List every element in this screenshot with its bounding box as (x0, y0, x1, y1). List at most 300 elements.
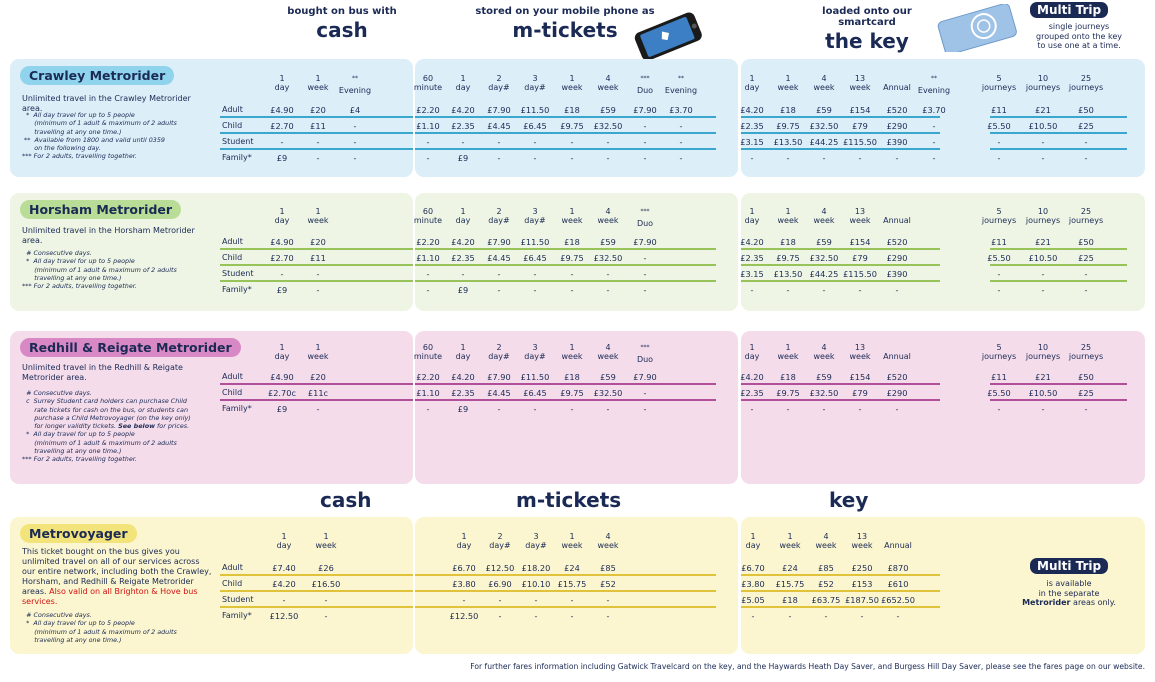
mt-fare-cell: £11.50 (520, 372, 550, 382)
mt-fare-cell: - (643, 388, 647, 398)
mt-fare-cell: £4.45 (487, 253, 511, 263)
column-header-top: 13 (854, 74, 866, 83)
column-header-bottom: day (274, 216, 290, 225)
cash-fare-cell: £4 (349, 105, 361, 115)
cash-fare-cell: £9 (276, 404, 288, 414)
column-header-top: 3 (532, 343, 538, 352)
key-fare-cell: - (858, 404, 862, 414)
key-fare-cell: £79 (852, 121, 868, 131)
mt-fare-cell: £32.50 (593, 121, 623, 131)
cash-header-title: cash (316, 18, 368, 42)
key-fare-cell: - (932, 137, 936, 147)
column-header-top: 4 (605, 343, 611, 352)
column-header-top (624, 207, 666, 219)
column-header-bottom: week (849, 216, 871, 225)
key-column-header (876, 207, 918, 225)
row-divider (220, 590, 413, 592)
column-header-bottom: day (274, 83, 290, 92)
note-line: (minimum of 1 adult & maximum of 2 adults (22, 438, 177, 447)
key-fare-cell: - (860, 611, 864, 621)
key-fare-cell: £32.50 (809, 253, 839, 263)
column-header-bottom: journeys (1025, 83, 1061, 92)
key-column-header (839, 74, 881, 92)
column-header-bottom: day# (524, 352, 546, 361)
column-header-top: 1 (569, 343, 575, 352)
mt-column-header (587, 207, 629, 225)
mt-fare-cell: - (570, 269, 574, 279)
key-fare-cell: - (858, 153, 862, 163)
row-divider (990, 132, 1127, 134)
column-header-bottom: week (849, 352, 871, 361)
column-header-top: 1 (461, 532, 467, 541)
cash-fare-cell: £20 (310, 372, 326, 382)
cash-header (272, 6, 412, 42)
row-divider (415, 606, 716, 608)
row-divider (741, 116, 940, 118)
mt-fare-cell: - (498, 595, 502, 605)
column-header-top: 1 (279, 207, 285, 216)
section-intro-red: Also valid on all Brighton & Hove bus services. (22, 587, 198, 606)
mt-fare-cell: - (570, 404, 574, 414)
note-line: * All day travel for up to 5 people (22, 619, 135, 628)
cash-fare-cell: - (324, 611, 328, 621)
key-fare-cell: £4.20 (740, 105, 764, 115)
key-fare-cell: - (932, 121, 936, 131)
mt-column-header (624, 207, 666, 228)
row-divider (415, 383, 716, 385)
key-fare-cell: £32.50 (809, 121, 839, 131)
row-label: Family* (222, 404, 252, 413)
column-header-top: 4 (821, 74, 827, 83)
mtickets-header-caption: stored on your mobile phone as (475, 6, 655, 17)
footer-note: For further fares information including Gatwick Travelcard on the key, and the Haywards Heath Day Saver, and Burgess Hill Day Saver, please see the fares page on our website. (470, 662, 1145, 671)
section-notes (22, 389, 212, 464)
row-divider (741, 248, 940, 250)
row-divider (990, 383, 1127, 385)
mt-fare-cell: - (533, 404, 537, 414)
cash-fare-cell: £2.70 (270, 121, 294, 131)
key-fare-cell: - (751, 611, 755, 621)
row-label: Student (222, 269, 254, 278)
key-fare-cell: £79 (852, 253, 868, 263)
column-header-top: 1 (749, 343, 755, 352)
mt-fare-cell: £9.75 (560, 121, 584, 131)
row-label: Child (222, 253, 243, 262)
key-header-caption: loaded onto our smartcard (822, 6, 912, 28)
row-divider (415, 399, 716, 401)
key-fare-cell: £5.05 (741, 595, 765, 605)
column-header-top (876, 207, 918, 216)
key-fare-cell: - (896, 611, 900, 621)
mt-fare-cell: £4.20 (451, 105, 475, 115)
multi-column-header (1022, 74, 1064, 92)
mt-fare-cell: £11.50 (520, 105, 550, 115)
mt-fare-cell: - (533, 153, 537, 163)
column-header-bottom: Evening (917, 85, 951, 95)
column-header-bottom: day# (488, 216, 510, 225)
row-label: Family* (222, 285, 252, 294)
column-header-bottom: week (849, 83, 871, 92)
mt-fare-cell: £2.20 (416, 372, 440, 382)
column-header-bottom: week (561, 541, 583, 550)
row-divider (990, 280, 1127, 282)
column-header-bottom: minute (413, 216, 443, 225)
section-title: Horsham Metrorider (20, 200, 181, 219)
column-header-bottom: week (597, 352, 619, 361)
cash-header-caption: bought on bus with (287, 6, 397, 17)
mt-fare-cell: - (606, 404, 610, 414)
column-header-top: 4 (605, 207, 611, 216)
mt-column-header (624, 343, 666, 364)
mt-fare-cell: £9 (457, 285, 469, 295)
mt-fare-cell: £18 (564, 372, 580, 382)
cash-fare-cell: - (353, 137, 357, 147)
key-column-header (839, 343, 881, 361)
key-fare-cell: - (750, 285, 754, 295)
key-fare-cell: £44.25 (809, 269, 839, 279)
multi-column-header (1065, 74, 1107, 92)
row-divider (990, 399, 1127, 401)
multi-fare-cell: - (1084, 285, 1088, 295)
column-header-bottom: week (597, 216, 619, 225)
key-fare-cell: £4.20 (740, 237, 764, 247)
mt-fare-cell: £18 (564, 105, 580, 115)
mt-fare-cell: - (643, 137, 647, 147)
mt-fare-cell: - (426, 137, 430, 147)
column-header-top: 1 (315, 74, 321, 83)
mt-fare-cell: £1.10 (416, 121, 440, 131)
multi-fare-cell: £25 (1078, 388, 1094, 398)
column-header-bottom: Evening (664, 85, 698, 95)
row-divider (415, 116, 716, 118)
mt-fare-cell: - (643, 253, 647, 263)
note-line: c Surrey Student card holders can purchase Child (22, 397, 187, 406)
mt-fare-cell: £6.90 (488, 579, 512, 589)
mt-fare-cell: £2.20 (416, 237, 440, 247)
multi-fare-cell: - (997, 137, 1001, 147)
mt-fare-cell: £9 (457, 404, 469, 414)
column-header-bottom: day (745, 541, 761, 550)
cash-fare-cell: - (280, 269, 284, 279)
row-divider (415, 132, 716, 134)
column-header-bottom: journeys (1025, 216, 1061, 225)
column-header-bottom: week (597, 541, 619, 550)
column-header-bottom: Evening (338, 85, 372, 95)
column-header-bottom: week (561, 216, 583, 225)
multi-fare-cell: £21 (1035, 237, 1051, 247)
key-fare-cell: £520 (886, 372, 908, 382)
row-divider (741, 264, 940, 266)
mt-fare-cell: £32.50 (593, 253, 623, 263)
multi-trip-desc-line: to use one at a time. (1037, 41, 1121, 50)
row-divider (220, 574, 413, 576)
column-header-top: 1 (785, 207, 791, 216)
key-fare-cell: £2.35 (740, 121, 764, 131)
mt-fare-cell: £7.90 (487, 105, 511, 115)
key-fare-cell: £18 (780, 105, 796, 115)
note-line: travelling at any one time.) (22, 273, 122, 282)
mt-fare-cell: £18.20 (521, 563, 551, 573)
column-header-bottom: day (744, 352, 760, 361)
cash-fare-cell: £4.90 (270, 237, 294, 247)
note-line: on the following day. (22, 144, 101, 153)
multi-fare-cell: - (1084, 137, 1088, 147)
multi-fare-cell: - (1041, 269, 1045, 279)
section-notes (22, 249, 212, 290)
column-header-bottom: day (456, 541, 472, 550)
metrovoyager-multi-trip-badge: Multi Trip (1030, 558, 1108, 574)
multi-column-header (1065, 207, 1107, 225)
column-header-top: 4 (605, 532, 611, 541)
column-header-bottom: journeys (981, 83, 1017, 92)
column-header-top: 1 (460, 207, 466, 216)
mt-fare-cell: £9 (457, 153, 469, 163)
mt-fare-cell: £12.50 (449, 611, 479, 621)
mt-fare-cell: - (679, 121, 683, 131)
mt-note-line: is available (1046, 579, 1092, 588)
mt-fare-cell: £32.50 (593, 388, 623, 398)
section-crawley-metrorider (0, 59, 1155, 177)
mt-fare-cell: - (426, 285, 430, 295)
key-fare-cell: - (822, 404, 826, 414)
cash-fare-cell: - (280, 137, 284, 147)
key-fare-cell: £32.50 (809, 388, 839, 398)
multi-column-header (1065, 343, 1107, 361)
section-intro (22, 547, 212, 607)
row-divider (220, 132, 413, 134)
column-header-top: 5 (996, 74, 1002, 83)
key-fare-cell: £13.50 (773, 269, 803, 279)
row-divider (741, 590, 940, 592)
key-column-header (913, 74, 955, 95)
mt-fare-cell: - (462, 595, 466, 605)
column-header-bottom: week (777, 216, 799, 225)
cash-fare-cell: £20 (310, 237, 326, 247)
mt-fare-cell: £24 (564, 563, 580, 573)
mt-fare-cell: £7.90 (633, 237, 657, 247)
key-fare-cell: £187.50 (845, 595, 879, 605)
multi-fare-cell: £10.50 (1028, 388, 1058, 398)
column-header-bottom: journeys (981, 216, 1017, 225)
column-header-bottom: day# (489, 541, 511, 550)
cash-fare-cell: - (316, 285, 320, 295)
mt-note-emphasis: Metrorider (1022, 598, 1071, 607)
cash-fare-cell: £9 (276, 153, 288, 163)
row-divider (990, 148, 1127, 150)
cash-fare-cell: £4.20 (272, 579, 296, 589)
mt-fare-cell: £2.35 (451, 121, 475, 131)
multi-trip-desc-line: grouped onto the key (1036, 31, 1122, 41)
multi-column-header (1022, 343, 1064, 361)
column-header-bottom: Annual (883, 83, 911, 92)
mt-column-header (587, 74, 629, 92)
row-label: Family* (222, 153, 252, 162)
mt-fare-cell: - (643, 404, 647, 414)
column-header-bottom: week (597, 83, 619, 92)
key-fare-cell: £59 (816, 105, 832, 115)
key-fare-cell: £390 (886, 137, 908, 147)
mt-fare-cell: - (643, 121, 647, 131)
cash-midheader: cash (320, 488, 372, 512)
multi-fare-cell: £11 (991, 105, 1007, 115)
multi-fare-cell: £5.50 (987, 253, 1011, 263)
key-fare-cell: £18 (782, 595, 798, 605)
mt-fare-cell: £2.35 (451, 253, 475, 263)
column-header-top (660, 74, 702, 86)
column-header-mark: ** (931, 75, 937, 82)
cash-fare-cell: - (353, 153, 357, 163)
row-divider (741, 280, 940, 282)
mt-fare-cell: - (606, 269, 610, 279)
column-header-top: 25 (1080, 74, 1092, 83)
key-fare-cell: £652.50 (881, 595, 915, 605)
key-fare-cell: £9.75 (776, 253, 800, 263)
column-header-top: 2 (496, 207, 502, 216)
multi-fare-cell: £50 (1078, 237, 1094, 247)
column-header-top: 1 (749, 207, 755, 216)
column-header-bottom: journeys (981, 352, 1017, 361)
key-column-header (876, 74, 918, 92)
multi-trip-desc-line: single journeys (1048, 22, 1110, 31)
row-label: Adult (222, 237, 243, 246)
column-header-mark: *** (640, 208, 650, 215)
key-fare-cell: - (895, 404, 899, 414)
cash-column-header (297, 207, 339, 225)
multi-trip-badge: Multi Trip (1030, 2, 1108, 18)
multi-column-header (978, 343, 1020, 361)
key-fare-cell: £3.15 (740, 269, 764, 279)
mt-fare-cell: - (643, 153, 647, 163)
mt-fare-cell: £52 (600, 579, 616, 589)
key-column-header (732, 532, 774, 550)
key-fare-cell: £3.80 (741, 579, 765, 589)
cash-fare-cell: £4.90 (270, 372, 294, 382)
key-fare-cell: - (895, 153, 899, 163)
column-header-bottom: journeys (1068, 83, 1104, 92)
multi-column-header (978, 207, 1020, 225)
mt-fare-cell: £7.90 (633, 105, 657, 115)
multi-fare-cell: - (997, 404, 1001, 414)
section-metrovoyager (0, 517, 1155, 654)
multi-fare-cell: - (997, 153, 1001, 163)
column-header-top: 13 (854, 207, 866, 216)
key-column-header (876, 343, 918, 361)
mt-fare-cell: - (643, 285, 647, 295)
column-header-bottom: week (561, 83, 583, 92)
mt-fare-cell: - (533, 269, 537, 279)
mt-fare-cell: £4.20 (451, 237, 475, 247)
column-header-bottom: day (455, 216, 471, 225)
column-header-top: 1 (281, 532, 287, 541)
mt-fare-cell: £4.45 (487, 121, 511, 131)
column-header-top: 4 (823, 532, 829, 541)
mt-fare-cell: - (606, 153, 610, 163)
column-header-top: 3 (532, 207, 538, 216)
key-fare-cell: £15.75 (775, 579, 805, 589)
column-header-top: 5 (996, 343, 1002, 352)
mt-fare-cell: - (679, 137, 683, 147)
column-header-top: 1 (279, 343, 285, 352)
mt-fare-cell: - (643, 269, 647, 279)
mt-fare-cell: - (497, 285, 501, 295)
column-header-top: 3 (533, 532, 539, 541)
row-divider (990, 264, 1127, 266)
column-header-top: 1 (569, 207, 575, 216)
section-notes (22, 611, 212, 644)
multi-fare-cell: - (1041, 404, 1045, 414)
key-fare-cell: £154 (849, 237, 871, 247)
column-header-mark: *** (640, 344, 650, 351)
multi-fare-cell: £5.50 (987, 388, 1011, 398)
key-fare-cell: - (750, 404, 754, 414)
column-header-top: 1 (750, 532, 756, 541)
column-header-top: 4 (605, 74, 611, 83)
multi-column-header (978, 74, 1020, 92)
section-intro-text: This ticket bought on the bus gives you unlimited travel on all of our services across our entire network, including both the Crawley, Horsham, and Redhill & Reigate Metrorider areas. (22, 547, 212, 596)
mt-fare-cell: - (606, 285, 610, 295)
column-header-bottom: day# (524, 83, 546, 92)
key-fare-cell: £59 (816, 237, 832, 247)
row-divider (741, 606, 940, 608)
row-label: Family* (222, 611, 252, 620)
mt-fare-cell: £59 (600, 372, 616, 382)
row-divider (741, 132, 940, 134)
mt-fare-cell: £11.50 (520, 237, 550, 247)
section-intro (22, 226, 212, 246)
column-header-bottom: day# (488, 352, 510, 361)
mt-fare-cell: £12.50 (485, 563, 515, 573)
row-divider (741, 574, 940, 576)
mt-fare-cell: £85 (600, 563, 616, 573)
column-header-top: 3 (532, 74, 538, 83)
column-header-top: 13 (854, 343, 866, 352)
column-header-mark: *** (640, 75, 650, 82)
note-line: travelling at any one time.) (22, 635, 122, 644)
key-fare-cell: £2.35 (740, 388, 764, 398)
section-title: Metrovoyager (20, 524, 137, 543)
note-line: for longer validity tickets. See below for prices. (22, 422, 190, 431)
row-label: Child (222, 388, 243, 397)
column-header-mark: ** (352, 75, 358, 82)
cash-fare-cell: - (316, 404, 320, 414)
metrovoyager-multi-trip-note (1004, 579, 1134, 608)
smartcard-key-icon (934, 4, 1020, 52)
row-divider (415, 574, 716, 576)
note-line: travelling at any one time.) (22, 447, 122, 456)
note-line: *** For 2 adults, travelling together. (22, 282, 137, 291)
key-fare-cell: £63.75 (811, 595, 841, 605)
mt-fare-cell: £6.45 (523, 388, 547, 398)
mt-fare-cell: - (606, 611, 610, 621)
column-header-bottom: week (777, 83, 799, 92)
mtickets-header-title: m-tickets (512, 18, 618, 42)
row-divider (990, 116, 1127, 118)
note-line: *** For 2 adults, travelling together. (22, 455, 137, 464)
key-fare-cell: £4.20 (740, 372, 764, 382)
cash-fare-cell: - (324, 595, 328, 605)
key-fare-cell: - (786, 285, 790, 295)
note-line: rate tickets for cash on the bus, or students can (22, 405, 189, 414)
mt-fare-cell: £2.20 (416, 105, 440, 115)
note-line: * All day travel for up to 5 people (22, 430, 135, 439)
key-fare-cell: - (786, 153, 790, 163)
column-header-top (334, 74, 376, 86)
column-header-bottom: Annual (883, 216, 911, 225)
mt-fare-cell: £59 (600, 237, 616, 247)
row-divider (220, 248, 413, 250)
mt-fare-cell: - (534, 595, 538, 605)
key-fare-cell: £870 (887, 563, 909, 573)
